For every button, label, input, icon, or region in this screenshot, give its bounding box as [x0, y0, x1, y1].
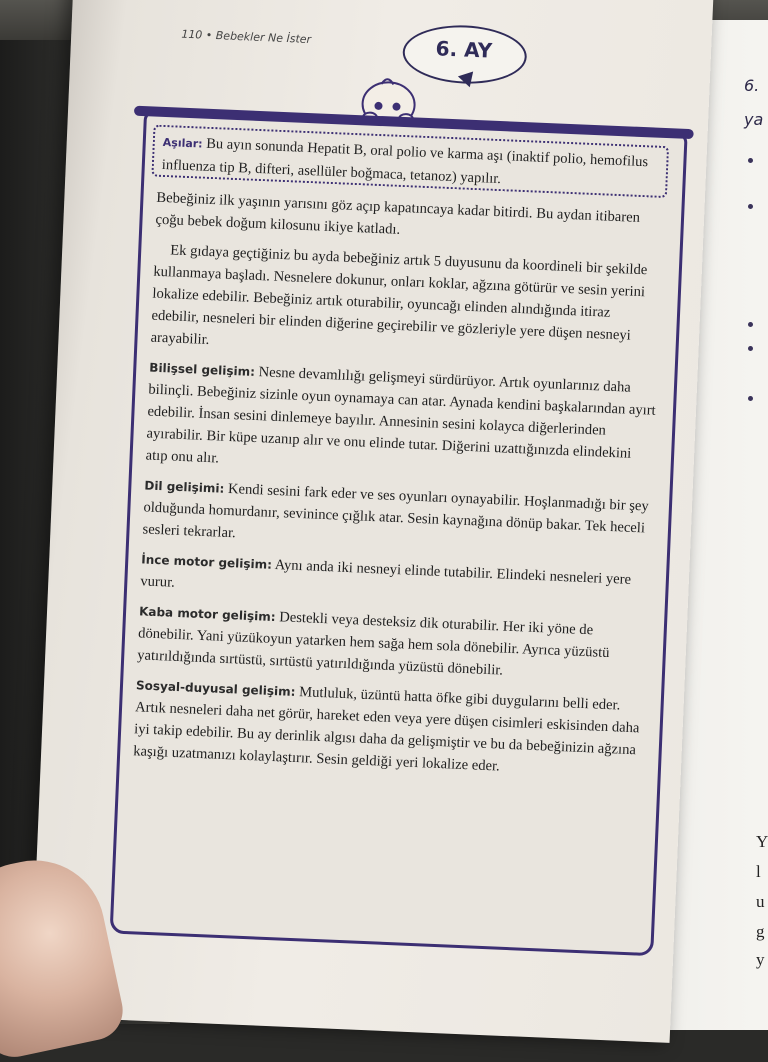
month-badge: 6. AY [435, 36, 493, 63]
vaccine-label: Aşılar: [162, 135, 203, 151]
bullet-icon [748, 204, 753, 209]
section-language [142, 474, 652, 561]
vaccine-text: Bu ayın sonunda Hepatit B, oral polio ve karma aşı (inaktif polio, hemofilus influenza tip B, difteri, asellüler boğmaca, tetanoz) yapılır. [161, 135, 649, 188]
section-text: Kendi sesini fark eder ve ses oyunları oynayabilir. Hoşlanmadığı bir şey olduğunda homurdanır, sevinince çığlık atar. Sesin kaynağına dönüp bakar. Tek heceli sesleri tekrarlar. [142, 480, 650, 542]
next-page-letter: g [756, 922, 765, 941]
next-page-heading-1: 6. [744, 76, 760, 95]
section-text: Aynı anda iki nesneyi elinde tutabilir. Elindeki nesneleri yere vurur. [140, 556, 632, 591]
next-page-heading-2: ya [744, 110, 764, 129]
intro-paragraph: Ek gıdaya geçtiğiniz bu ayda bebeğiniz artık 5 duyusunu da koordineli bir şekilde kullanmaya başladı. Nesnelere dokunur, onları koklar, ağzına götürür ve sesin yerini lokalize edebilir. Bebeğiniz artık oturabilir, oyuncağı elinden alındığında itiraz edebilir, nesneleri bir elinden diğerine geçirebilir ve gözleriyle yere düşen nesneyi arayabilir. [150, 242, 648, 349]
bullet-icon [748, 322, 753, 327]
next-page-letter: Y [756, 832, 768, 851]
section-text: Nesne devamlılığı gelişmeyi sürdürüyor. Artık oyunlarınız daha bilinçli. Bebeğiniz sizinle oyun oynamaya can atar. Aynada kendini başkalarından ayırt edebilir. İnsan sesini dinlemeye bayılır. Annesinin sesini kolayca diğerlerinden ayırabilir. Bir küpe uzanıp alır ve onu elinde tutar. Diğerini uzattığınızda elindekini atıp onu alır. [145, 364, 656, 467]
intro-paragraph: Bebeğiniz ilk yaşının yarısını göz açıp kapatıncaya kadar bitirdi. Bu aydan itibaren çoğu bebek doğum kilosunu ikiye katladı. [155, 189, 641, 238]
bullet-icon [748, 346, 753, 351]
section-cognitive [145, 357, 657, 488]
section-gross-motor [137, 600, 647, 687]
section-text: Mutluluk, üzüntü hatta öfke gibi duygularını belli eder. Artık nesneleri daha net görür, hareket eden veya yere düşen cisimleri eskisinden daha iyi takip edebilir. Bu ay derinlik algısı daha da gelişmiştir ve bu da bebeğinizin ağzına kaşığı uzatmanızı kolaylaştırır. Sesin geldiği yeri lokalize eder. [132, 684, 640, 775]
body-text [132, 187, 664, 792]
section-social-sensory [133, 674, 644, 783]
section-label: Dil gelişimi: [144, 478, 225, 496]
bullet-icon [748, 396, 753, 401]
book-page [30, 0, 714, 1043]
section-label: Kaba motor gelişim: [138, 604, 276, 625]
next-page-letter: u [756, 892, 765, 911]
section-label: Bilişsel gelişim: [149, 360, 256, 379]
next-page-letter: y [756, 950, 765, 969]
next-page-letter: l [756, 862, 761, 881]
section-label: İnce motor gelişim: [141, 552, 273, 572]
bullet-icon [748, 158, 753, 163]
page-header: 110 • Bebekler Ne İster [181, 27, 312, 47]
section-text: Destekli veya desteksiz dik oturabilir. Her iki yöne de dönebilir. Yani yüzükoyun yatarken hem sağa hem sola dönebilir. Ayrıca yüzüstü yatırıldığında sırtüstü, sırtüstü yatırıldığında yüzüstü dönebilir. [136, 609, 610, 679]
section-label: Sosyal-duyusal gelişim: [135, 678, 296, 699]
